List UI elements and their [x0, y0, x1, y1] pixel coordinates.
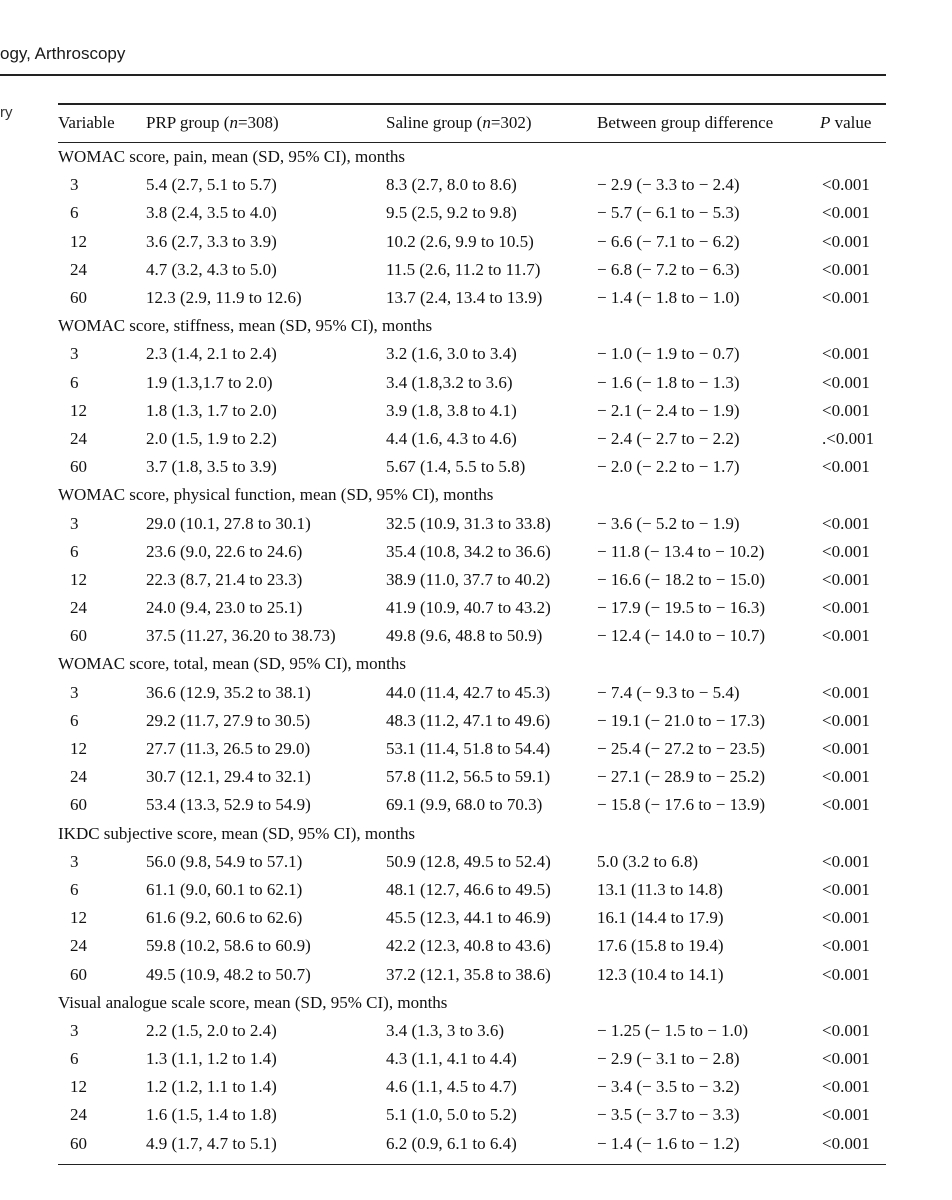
table-row: [58, 171, 886, 199]
cell-between-group-difference: − 17.9 (− 19.5 to − 16.3): [597, 598, 766, 618]
header-p-value: P value: [820, 113, 872, 132]
results-table-container: [58, 103, 886, 1165]
cell-saline-group: 4.4 (1.6, 4.3 to 4.6): [386, 428, 517, 448]
cell-between-group-difference: − 3.4 (− 3.5 to − 3.2): [597, 1077, 740, 1097]
table-row: [58, 735, 886, 763]
cell-saline-group: 53.1 (11.4, 51.8 to 54.4): [386, 739, 551, 759]
cell-p-value: <0.001: [822, 288, 870, 308]
cell-between-group-difference: 16.1 (14.4 to 17.9): [597, 908, 724, 928]
section-title-row: [58, 820, 886, 848]
cell-p-value: <0.001: [822, 231, 870, 251]
cell-between-group-difference: − 25.4 (− 27.2 to − 23.5): [597, 739, 766, 759]
section-title-row: [58, 143, 886, 171]
cell-prp-group: 1.9 (1.3,1.7 to 2.0): [146, 372, 273, 392]
cell-prp-group: 56.0 (9.8, 54.9 to 57.1): [146, 851, 303, 871]
cell-saline-group: 9.5 (2.5, 9.2 to 9.8): [386, 203, 517, 223]
table-row: [58, 1101, 886, 1129]
cell-prp-group: 5.4 (2.7, 5.1 to 5.7): [146, 175, 277, 195]
table-body: [58, 142, 886, 1158]
table-row: [58, 397, 886, 425]
cell-p-value: <0.001: [822, 1049, 870, 1069]
cell-saline-group: 35.4 (10.8, 34.2 to 36.6): [386, 541, 551, 561]
cell-between-group-difference: − 2.0 (− 2.2 to − 1.7): [597, 457, 740, 477]
table-row: [58, 707, 886, 735]
cell-saline-group: 10.2 (2.6, 9.9 to 10.5): [386, 231, 534, 251]
cell-p-value: <0.001: [822, 851, 870, 871]
table-row: [58, 594, 886, 622]
table-row: [58, 848, 886, 876]
cell-prp-group: 61.1 (9.0, 60.1 to 62.1): [146, 879, 303, 899]
table-row: [58, 904, 886, 932]
cell-saline-group: 3.4 (1.8,3.2 to 3.6): [386, 372, 513, 392]
cell-p-value: <0.001: [822, 513, 870, 533]
cell-saline-group: 50.9 (12.8, 49.5 to 52.4): [386, 851, 551, 871]
cell-month: 6: [70, 710, 79, 730]
cell-month: 12: [70, 1077, 87, 1097]
header-rule: [0, 74, 886, 76]
cell-saline-group: 8.3 (2.7, 8.0 to 8.6): [386, 175, 517, 195]
cell-between-group-difference: − 15.8 (− 17.6 to − 13.9): [597, 795, 766, 815]
cell-between-group-difference: 17.6 (15.8 to 19.4): [597, 936, 724, 956]
cell-prp-group: 3.8 (2.4, 3.5 to 4.0): [146, 203, 277, 223]
cell-saline-group: 4.3 (1.1, 4.1 to 4.4): [386, 1049, 517, 1069]
cell-p-value: <0.001: [822, 569, 870, 589]
cell-saline-group: 5.1 (1.0, 5.0 to 5.2): [386, 1105, 517, 1125]
cell-month: 60: [70, 1133, 87, 1153]
cell-prp-group: 29.2 (11.7, 27.9 to 30.5): [146, 710, 311, 730]
cell-prp-group: 4.9 (1.7, 4.7 to 5.1): [146, 1133, 277, 1153]
cell-month: 60: [70, 457, 87, 477]
cell-between-group-difference: − 6.8 (− 7.2 to − 6.3): [597, 259, 740, 279]
section-title: IKDC subjective score, mean (SD, 95% CI), months: [58, 823, 415, 843]
cell-p-value: <0.001: [822, 936, 870, 956]
cell-month: 3: [70, 175, 79, 195]
cell-p-value: <0.001: [822, 1020, 870, 1040]
cell-prp-group: 24.0 (9.4, 23.0 to 25.1): [146, 598, 303, 618]
table-row: [58, 340, 886, 368]
cell-p-value: <0.001: [822, 259, 870, 279]
cell-month: 3: [70, 682, 79, 702]
cell-saline-group: 11.5 (2.6, 11.2 to 11.7): [386, 259, 541, 279]
section-title-row: [58, 989, 886, 1017]
cell-between-group-difference: − 1.6 (− 1.8 to − 1.3): [597, 372, 740, 392]
cell-saline-group: 44.0 (11.4, 42.7 to 45.3): [386, 682, 551, 702]
cell-p-value: <0.001: [822, 710, 870, 730]
cell-between-group-difference: − 2.4 (− 2.7 to − 2.2): [597, 428, 740, 448]
cell-p-value: <0.001: [822, 457, 870, 477]
cell-p-value: <0.001: [822, 1105, 870, 1125]
cell-p-value: <0.001: [822, 344, 870, 364]
cell-between-group-difference: − 11.8 (− 13.4 to − 10.2): [597, 541, 765, 561]
table-row: [58, 876, 886, 904]
cell-between-group-difference: − 3.5 (− 3.7 to − 3.3): [597, 1105, 740, 1125]
cell-between-group-difference: − 1.4 (− 1.8 to − 1.0): [597, 288, 740, 308]
cell-between-group-difference: − 16.6 (− 18.2 to − 15.0): [597, 569, 766, 589]
cell-p-value: <0.001: [822, 908, 870, 928]
cell-saline-group: 5.67 (1.4, 5.5 to 5.8): [386, 457, 526, 477]
cell-saline-group: 3.9 (1.8, 3.8 to 4.1): [386, 400, 517, 420]
cell-p-value: <0.001: [822, 541, 870, 561]
cell-month: 6: [70, 879, 79, 899]
cell-prp-group: 36.6 (12.9, 35.2 to 38.1): [146, 682, 311, 702]
cell-prp-group: 2.3 (1.4, 2.1 to 2.4): [146, 344, 277, 364]
cell-p-value: <0.001: [822, 175, 870, 195]
cell-prp-group: 1.6 (1.5, 1.4 to 1.8): [146, 1105, 277, 1125]
cell-p-value: <0.001: [822, 400, 870, 420]
cell-month: 12: [70, 231, 87, 251]
cell-saline-group: 3.4 (1.3, 3 to 3.6): [386, 1020, 505, 1040]
cell-p-value: <0.001: [822, 203, 870, 223]
cell-p-value: <0.001: [822, 372, 870, 392]
cell-prp-group: 30.7 (12.1, 29.4 to 32.1): [146, 767, 311, 787]
cell-month: 12: [70, 908, 87, 928]
cell-between-group-difference: − 27.1 (− 28.9 to − 25.2): [597, 767, 766, 787]
table-row: [58, 1073, 886, 1101]
cell-saline-group: 32.5 (10.9, 31.3 to 33.8): [386, 513, 551, 533]
cell-month: 12: [70, 739, 87, 759]
cell-month: 24: [70, 1105, 87, 1125]
cell-p-value: <0.001: [822, 879, 870, 899]
table-row: [58, 1045, 886, 1073]
cell-month: 3: [70, 344, 79, 364]
cell-saline-group: 48.1 (12.7, 46.6 to 49.5): [386, 879, 551, 899]
cell-saline-group: 42.2 (12.3, 40.8 to 43.6): [386, 936, 551, 956]
cell-prp-group: 22.3 (8.7, 21.4 to 23.3): [146, 569, 303, 589]
cell-saline-group: 38.9 (11.0, 37.7 to 40.2): [386, 569, 551, 589]
cell-saline-group: 4.6 (1.1, 4.5 to 4.7): [386, 1077, 517, 1097]
cell-prp-group: 49.5 (10.9, 48.2 to 50.7): [146, 964, 311, 984]
cell-prp-group: 37.5 (11.27, 36.20 to 38.73): [146, 626, 336, 646]
cell-between-group-difference: − 1.25 (− 1.5 to − 1.0): [597, 1020, 749, 1040]
table-row: [58, 369, 886, 397]
cell-between-group-difference: 5.0 (3.2 to 6.8): [597, 851, 699, 871]
cell-prp-group: 59.8 (10.2, 58.6 to 60.9): [146, 936, 311, 956]
header-variable: Variable: [58, 113, 115, 132]
table-row: [58, 256, 886, 284]
cell-month: 12: [70, 569, 87, 589]
cell-prp-group: 1.3 (1.1, 1.2 to 1.4): [146, 1049, 277, 1069]
cell-saline-group: 13.7 (2.4, 13.4 to 13.9): [386, 288, 543, 308]
cell-month: 24: [70, 936, 87, 956]
cell-between-group-difference: 12.3 (10.4 to 14.1): [597, 964, 724, 984]
table-row: [58, 538, 886, 566]
section-title-row: [58, 650, 886, 678]
cell-between-group-difference: − 1.0 (− 1.9 to − 0.7): [597, 344, 740, 364]
cell-prp-group: 2.2 (1.5, 2.0 to 2.4): [146, 1020, 277, 1040]
cell-month: 3: [70, 513, 79, 533]
cell-saline-group: 6.2 (0.9, 6.1 to 6.4): [386, 1133, 517, 1153]
cell-between-group-difference: − 19.1 (− 21.0 to − 17.3): [597, 710, 766, 730]
cell-prp-group: 1.2 (1.2, 1.1 to 1.4): [146, 1077, 277, 1097]
table-row: [58, 622, 886, 650]
table-row: [58, 960, 886, 988]
cell-saline-group: 3.2 (1.6, 3.0 to 3.4): [386, 344, 517, 364]
cell-p-value: <0.001: [822, 626, 870, 646]
table-row: [58, 1017, 886, 1045]
table-row: [58, 284, 886, 312]
section-title: WOMAC score, total, mean (SD, 95% CI), months: [58, 654, 406, 674]
cell-month: 24: [70, 428, 87, 448]
cell-month: 6: [70, 1049, 79, 1069]
table-row: [58, 791, 886, 819]
section-title: WOMAC score, stiffness, mean (SD, 95% CI), months: [58, 316, 433, 336]
cell-prp-group: 1.8 (1.3, 1.7 to 2.0): [146, 400, 277, 420]
cell-prp-group: 3.6 (2.7, 3.3 to 3.9): [146, 231, 277, 251]
running-head: ogy, Arthroscopy: [0, 44, 126, 63]
cell-saline-group: 41.9 (10.9, 40.7 to 43.2): [386, 598, 551, 618]
cell-p-value: <0.001: [822, 682, 870, 702]
cell-month: 24: [70, 767, 87, 787]
cell-p-value: <0.001: [822, 964, 870, 984]
header-saline-group: Saline group (n=302): [386, 113, 532, 132]
cell-between-group-difference: − 6.6 (− 7.1 to − 6.2): [597, 231, 740, 251]
results-table: [58, 105, 886, 1158]
cell-p-value: <0.001: [822, 1133, 870, 1153]
cell-prp-group: 61.6 (9.2, 60.6 to 62.6): [146, 908, 303, 928]
cell-saline-group: 48.3 (11.2, 47.1 to 49.6): [386, 710, 551, 730]
cell-between-group-difference: − 2.1 (− 2.4 to − 1.9): [597, 400, 740, 420]
section-title-row: [58, 481, 886, 509]
cell-prp-group: 3.7 (1.8, 3.5 to 3.9): [146, 457, 277, 477]
table-row: [58, 932, 886, 960]
cell-month: 6: [70, 541, 79, 561]
cell-p-value: <0.001: [822, 795, 870, 815]
cell-p-value: <0.001: [822, 739, 870, 759]
table-row: [58, 1130, 886, 1158]
cell-month: 60: [70, 626, 87, 646]
section-title: WOMAC score, physical function, mean (SD, 95% CI), months: [58, 485, 494, 505]
cell-prp-group: 27.7 (11.3, 26.5 to 29.0): [146, 739, 311, 759]
cell-saline-group: 57.8 (11.2, 56.5 to 59.1): [386, 767, 551, 787]
cell-month: 60: [70, 964, 87, 984]
cell-prp-group: 53.4 (13.3, 52.9 to 54.9): [146, 795, 311, 815]
cell-saline-group: 69.1 (9.9, 68.0 to 70.3): [386, 795, 543, 815]
cell-saline-group: 49.8 (9.6, 48.8 to 50.9): [386, 626, 543, 646]
table-row: [58, 566, 886, 594]
cell-prp-group: 2.0 (1.5, 1.9 to 2.2): [146, 428, 277, 448]
cell-p-value: <0.001: [822, 598, 870, 618]
cell-between-group-difference: − 3.6 (− 5.2 to − 1.9): [597, 513, 740, 533]
cell-month: 60: [70, 795, 87, 815]
cell-p-value: <0.001: [822, 1077, 870, 1097]
cell-between-group-difference: − 7.4 (− 9.3 to − 5.4): [597, 682, 740, 702]
side-caption: ry: [0, 104, 13, 121]
cell-between-group-difference: 13.1 (11.3 to 14.8): [597, 879, 723, 899]
table-row: [58, 453, 886, 481]
cell-between-group-difference: − 2.9 (− 3.3 to − 2.4): [597, 175, 740, 195]
cell-saline-group: 45.5 (12.3, 44.1 to 46.9): [386, 908, 551, 928]
section-title-row: [58, 312, 886, 340]
cell-between-group-difference: − 12.4 (− 14.0 to − 10.7): [597, 626, 766, 646]
cell-month: 24: [70, 598, 87, 618]
cell-month: 6: [70, 203, 79, 223]
cell-month: 3: [70, 1020, 79, 1040]
cell-p-value: .<0.001: [822, 428, 875, 448]
cell-month: 60: [70, 288, 87, 308]
table-row: [58, 228, 886, 256]
cell-month: 24: [70, 259, 87, 279]
header-between-group-difference: Between group difference: [597, 113, 774, 132]
cell-month: 12: [70, 400, 87, 420]
cell-p-value: <0.001: [822, 767, 870, 787]
table-row: [58, 763, 886, 791]
cell-prp-group: 4.7 (3.2, 4.3 to 5.0): [146, 259, 277, 279]
cell-prp-group: 12.3 (2.9, 11.9 to 12.6): [146, 288, 302, 308]
table-row: [58, 199, 886, 227]
cell-between-group-difference: − 5.7 (− 6.1 to − 5.3): [597, 203, 740, 223]
table-row: [58, 509, 886, 537]
cell-month: 3: [70, 851, 79, 871]
section-title: WOMAC score, pain, mean (SD, 95% CI), months: [58, 147, 406, 167]
header-prp-group: PRP group (n=308): [146, 113, 279, 132]
table-row: [58, 425, 886, 453]
table-bottom-rule: [58, 1164, 886, 1166]
cell-prp-group: 29.0 (10.1, 27.8 to 30.1): [146, 513, 311, 533]
section-title: Visual analogue scale score, mean (SD, 95% CI), months: [58, 992, 448, 1012]
cell-between-group-difference: − 1.4 (− 1.6 to − 1.2): [597, 1133, 740, 1153]
cell-prp-group: 23.6 (9.0, 22.6 to 24.6): [146, 541, 303, 561]
cell-saline-group: 37.2 (12.1, 35.8 to 38.6): [386, 964, 551, 984]
table-row: [58, 679, 886, 707]
table-header-row: [58, 105, 886, 142]
cell-month: 6: [70, 372, 79, 392]
cell-between-group-difference: − 2.9 (− 3.1 to − 2.8): [597, 1049, 740, 1069]
